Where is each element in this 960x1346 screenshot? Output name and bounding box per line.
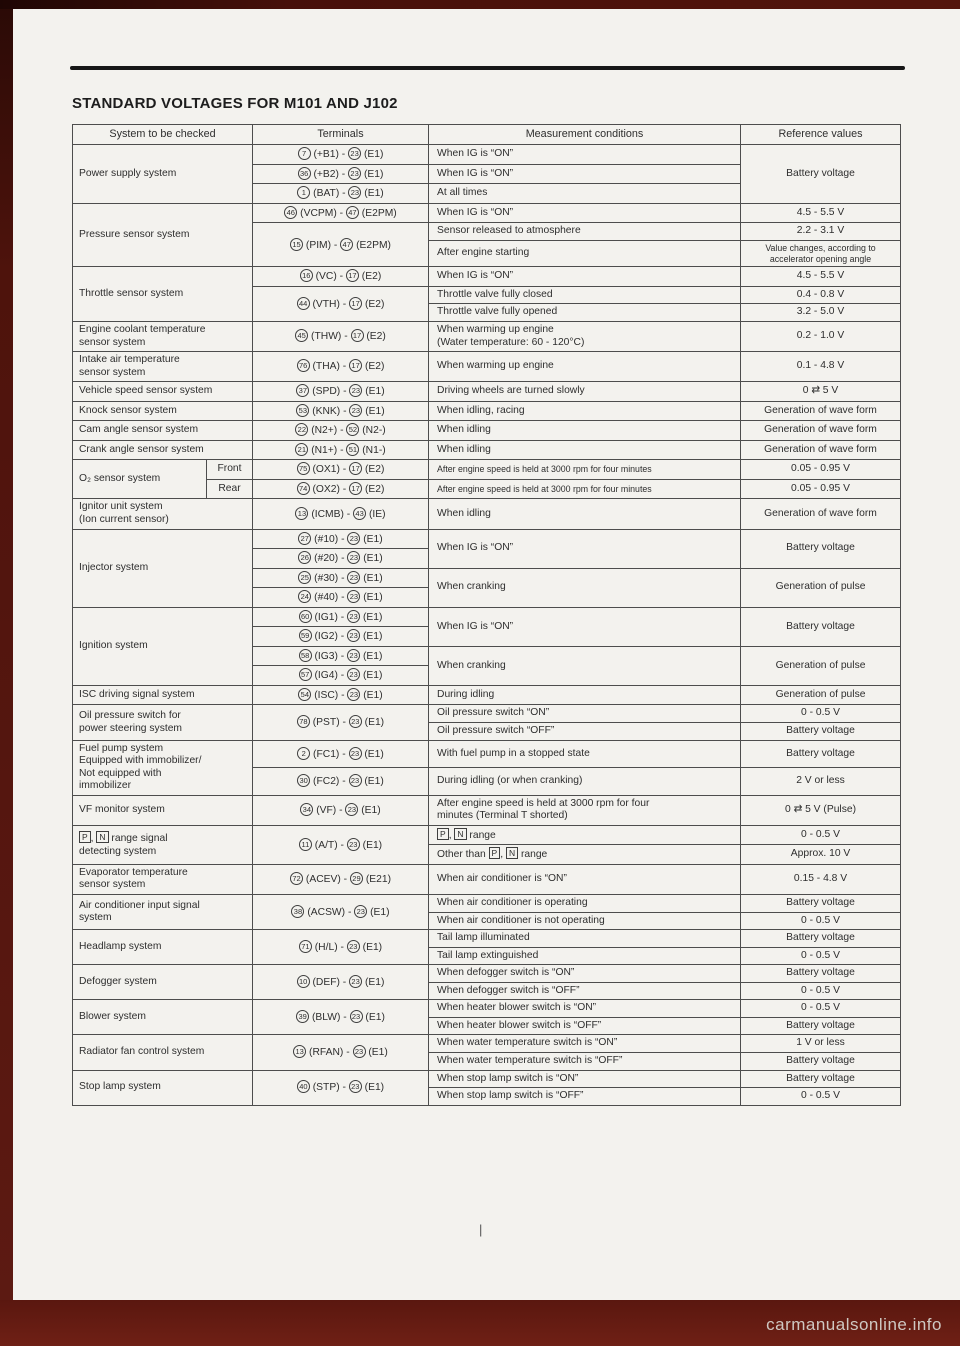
table-cell-term: 53 (KNK) - 23 (E1)	[253, 401, 429, 421]
table-cell-ref: Generation of wave form	[741, 440, 901, 460]
table-row	[73, 965, 901, 983]
table-row	[73, 499, 901, 529]
terminal-number-icon: 71	[299, 940, 312, 953]
binding-strip-left	[0, 0, 13, 1346]
table-cell-ref: 0 - 0.5 V	[741, 912, 901, 930]
terminal-number-icon: 47	[340, 238, 353, 251]
table-cell-ref: Battery voltage	[741, 740, 901, 768]
table-cell-term: 15 (PIM) - 47 (E2PM)	[253, 223, 429, 267]
table-cell-ref: Generation of pulse	[741, 646, 901, 685]
terminal-number-icon: 23	[348, 147, 361, 160]
table-cell-cond: When warming up engine (Water temperature: 60 - 120°C)	[429, 321, 741, 351]
table-cell-ref: 3.2 - 5.0 V	[741, 304, 901, 322]
table-row	[73, 685, 901, 705]
table-row	[73, 607, 901, 627]
table-cell-sys: Knock sensor system	[73, 401, 253, 421]
terminal-number-icon: 7	[298, 147, 311, 160]
table-cell-sys: P , N range signal detecting system	[73, 825, 253, 864]
table-cell-term: 34 (VF) - 23 (E1)	[253, 795, 429, 825]
table-cell-cond: When IG is “ON”	[429, 145, 741, 165]
table-cell-term: 13 (ICMB) - 43 (IE)	[253, 499, 429, 529]
terminal-number-icon: 26	[298, 551, 311, 564]
table-cell-term: 21 (N1+) - 51 (N1-)	[253, 440, 429, 460]
table-cell-ref: 0 - 0.5 V	[741, 1088, 901, 1106]
table-cell-ref: Generation of wave form	[741, 421, 901, 441]
terminal-number-icon: 23	[347, 668, 360, 681]
table-cell-term: 40 (STP) - 23 (E1)	[253, 1070, 429, 1105]
table-cell-ref: Generation of wave form	[741, 499, 901, 529]
table-cell-cond: When heater blower switch is “ON”	[429, 1000, 741, 1018]
table-cell-cond: When idling	[429, 421, 741, 441]
table-cell-ref: 2 V or less	[741, 768, 901, 796]
table-cell-ref: Battery voltage	[741, 930, 901, 948]
table-cell-ref: Generation of pulse	[741, 568, 901, 607]
terminal-number-icon: 23	[349, 715, 362, 728]
table-cell-term: 38 (ACSW) - 23 (E1)	[253, 895, 429, 930]
table-cell-ref: 0.2 - 1.0 V	[741, 321, 901, 351]
table-cell-cond: When IG is “ON”	[429, 203, 741, 223]
table-cell-sys: O₂ sensor system	[73, 460, 207, 499]
terminal-number-icon: 75	[297, 462, 310, 475]
table-cell-ref: 0.4 - 0.8 V	[741, 286, 901, 304]
table-cell-term: 11 (A/T) - 23 (E1)	[253, 825, 429, 864]
table-cell-term: 60 (IG1) - 23 (E1)	[253, 607, 429, 627]
terminal-number-icon: 23	[347, 649, 360, 662]
terminal-number-icon: 1	[297, 186, 310, 199]
terminal-number-icon: 57	[299, 668, 312, 681]
terminal-number-icon: 23	[353, 1045, 366, 1058]
terminal-number-icon: 23	[354, 905, 367, 918]
table-cell-term: 78 (PST) - 23 (E1)	[253, 705, 429, 740]
table-row	[73, 1035, 901, 1053]
terminal-number-icon: 23	[349, 404, 362, 417]
terminal-number-icon: 58	[299, 649, 312, 662]
table-cell-term: 71 (H/L) - 23 (E1)	[253, 930, 429, 965]
table-cell-term: 45 (THW) - 17 (E2)	[253, 321, 429, 351]
terminal-number-icon: 52	[346, 423, 359, 436]
terminal-number-icon: 78	[297, 715, 310, 728]
table-cell-ref: 0 - 0.5 V	[741, 825, 901, 845]
table-cell-term: 37 (SPD) - 23 (E1)	[253, 382, 429, 402]
table-cell-ref: 0 - 0.5 V	[741, 1000, 901, 1018]
table-cell-ref: Battery voltage	[741, 1017, 901, 1035]
table-cell-cond: Oil pressure switch “ON”	[429, 705, 741, 723]
shift-range-letter-icon: N	[96, 831, 108, 843]
table-cell-cond: When air conditioner is “ON”	[429, 864, 741, 894]
table-cell-sys: Air conditioner input signal system	[73, 895, 253, 930]
table-cell-ref: Value changes, according to accelerator opening angle	[741, 240, 901, 266]
shift-range-letter-icon: P	[489, 847, 501, 859]
table-cell-sys: Power supply system	[73, 145, 253, 204]
table-cell-ref: Battery voltage	[741, 895, 901, 913]
terminal-number-icon: 51	[346, 443, 359, 456]
terminal-number-icon: 43	[353, 507, 366, 520]
table-row	[73, 421, 901, 441]
table-cell-cond: After engine speed is held at 3000 rpm for four minutes	[429, 479, 741, 499]
table-cell-term: 74 (OX2) - 17 (E2)	[253, 479, 429, 499]
terminal-number-icon: 23	[347, 838, 360, 851]
binding-strip-top	[0, 0, 960, 9]
table-cell-ref: Generation of wave form	[741, 401, 901, 421]
table-cell-cond: After engine speed is held at 3000 rpm for four minutes	[429, 460, 741, 480]
table-cell-sys: ISC driving signal system	[73, 685, 253, 705]
table-row	[73, 529, 901, 549]
terminal-number-icon: 47	[346, 206, 359, 219]
table-cell-ref: 0.1 - 4.8 V	[741, 352, 901, 382]
column-header: System to be checked	[73, 125, 253, 145]
table-cell-cond: When idling, racing	[429, 401, 741, 421]
table-row	[73, 460, 901, 480]
terminal-number-icon: 23	[348, 167, 361, 180]
terminal-number-icon: 23	[349, 975, 362, 988]
terminal-number-icon: 24	[298, 590, 311, 603]
voltage-table	[72, 124, 901, 1106]
terminal-number-icon: 54	[298, 688, 311, 701]
page-number-mark: |	[479, 1222, 483, 1237]
table-row	[73, 740, 901, 768]
table-row	[73, 1070, 901, 1088]
table-cell-term: 72 (ACEV) - 29 (E21)	[253, 864, 429, 894]
terminal-number-icon: 17	[349, 297, 362, 310]
page-title: STANDARD VOLTAGES FOR M101 AND J102	[72, 95, 398, 112]
shift-range-letter-icon: P	[437, 828, 449, 840]
terminal-number-icon: 17	[349, 482, 362, 495]
table-cell-term: 30 (FC2) - 23 (E1)	[253, 768, 429, 796]
table-cell-term: 25 (#30) - 23 (E1)	[253, 568, 429, 588]
table-cell-ref: 2.2 - 3.1 V	[741, 223, 901, 241]
table-cell-term: 36 (+B2) - 23 (E1)	[253, 164, 429, 184]
table-cell-sys: Pressure sensor system	[73, 203, 253, 267]
table-cell-cond: After engine speed is held at 3000 rpm for four minutes (Terminal T shorted)	[429, 795, 741, 825]
table-cell-cond: When IG is “ON”	[429, 267, 741, 287]
table-cell-term: 27 (#10) - 23 (E1)	[253, 529, 429, 549]
voltage-table-wrap	[72, 124, 900, 1106]
terminal-number-icon: 23	[348, 186, 361, 199]
table-row	[73, 930, 901, 948]
table-cell-cond: When air conditioner is not operating	[429, 912, 741, 930]
table-cell-sys: Engine coolant temperature sensor system	[73, 321, 253, 351]
terminal-number-icon: 16	[300, 269, 313, 282]
table-cell-term: 7 (+B1) - 23 (E1)	[253, 145, 429, 165]
table-row	[73, 440, 901, 460]
terminal-number-icon: 21	[295, 443, 308, 456]
table-cell-sub: Front	[207, 460, 253, 480]
table-cell-ref: Battery voltage	[741, 965, 901, 983]
table-cell-cond: When water temperature switch is “OFF”	[429, 1052, 741, 1070]
terminal-number-icon: 27	[298, 532, 311, 545]
table-cell-ref: 1 V or less	[741, 1035, 901, 1053]
terminal-number-icon: 17	[349, 359, 362, 372]
shift-range-letter-icon: N	[454, 828, 466, 840]
terminal-number-icon: 23	[349, 384, 362, 397]
terminal-number-icon: 17	[349, 462, 362, 475]
table-cell-cond: During idling	[429, 685, 741, 705]
terminal-number-icon: 23	[345, 803, 358, 816]
terminal-number-icon: 38	[291, 905, 304, 918]
table-cell-sys: VF monitor system	[73, 795, 253, 825]
table-cell-cond: At all times	[429, 184, 741, 204]
table-cell-cond: Throttle valve fully opened	[429, 304, 741, 322]
table-cell-cond: When warming up engine	[429, 352, 741, 382]
table-cell-ref: 0 ⇄ 5 V (Pulse)	[741, 795, 901, 825]
table-cell-ref: Battery voltage	[741, 145, 901, 204]
terminal-number-icon: 46	[284, 206, 297, 219]
table-row	[73, 352, 901, 382]
table-row	[73, 825, 901, 845]
terminal-number-icon: 45	[295, 329, 308, 342]
table-cell-cond: When water temperature switch is “ON”	[429, 1035, 741, 1053]
terminal-number-icon: 23	[347, 532, 360, 545]
table-cell-sys: Defogger system	[73, 965, 253, 1000]
terminal-number-icon: 23	[349, 774, 362, 787]
table-cell-term: 10 (DEF) - 23 (E1)	[253, 965, 429, 1000]
terminal-number-icon: 34	[300, 803, 313, 816]
table-cell-cond: When defogger switch is “OFF”	[429, 982, 741, 1000]
table-cell-cond: When stop lamp switch is “OFF”	[429, 1088, 741, 1106]
table-row	[73, 321, 901, 351]
terminal-number-icon: 29	[350, 872, 363, 885]
terminal-number-icon: 11	[299, 838, 312, 851]
table-cell-ref: Generation of pulse	[741, 685, 901, 705]
table-cell-ref: Battery voltage	[741, 1070, 901, 1088]
table-cell-cond: Tail lamp illuminated	[429, 930, 741, 948]
table-cell-ref: 4.5 - 5.5 V	[741, 203, 901, 223]
table-cell-sys: Intake air temperature sensor system	[73, 352, 253, 382]
table-cell-term: 75 (OX1) - 17 (E2)	[253, 460, 429, 480]
table-cell-sys: Fuel pump system Equipped with immobilizer/ Not equipped with immobilizer	[73, 740, 253, 795]
table-cell-cond: With fuel pump in a stopped state	[429, 740, 741, 768]
table-cell-ref: 0 - 0.5 V	[741, 947, 901, 965]
table-cell-term: 46 (VCPM) - 47 (E2PM)	[253, 203, 429, 223]
table-cell-cond: When idling	[429, 440, 741, 460]
table-cell-sub: Rear	[207, 479, 253, 499]
table-header-row	[73, 125, 901, 145]
table-cell-term: 2 (FC1) - 23 (E1)	[253, 740, 429, 768]
table-cell-cond: When IG is “ON”	[429, 164, 741, 184]
table-cell-sys: Headlamp system	[73, 930, 253, 965]
table-cell-term: 1 (BAT) - 23 (E1)	[253, 184, 429, 204]
table-cell-sys: Crank angle sensor system	[73, 440, 253, 460]
table-cell-term: 13 (RFAN) - 23 (E1)	[253, 1035, 429, 1070]
terminal-number-icon: 60	[299, 610, 312, 623]
table-cell-cond: After engine starting	[429, 240, 741, 266]
table-cell-sys: Injector system	[73, 529, 253, 607]
table-cell-cond: Driving wheels are turned slowly	[429, 382, 741, 402]
terminal-number-icon: 23	[347, 551, 360, 564]
column-header: Terminals	[253, 125, 429, 145]
table-row	[73, 864, 901, 894]
terminal-number-icon: 25	[298, 571, 311, 584]
table-cell-sys: Stop lamp system	[73, 1070, 253, 1105]
terminal-number-icon: 23	[347, 590, 360, 603]
table-row	[73, 895, 901, 913]
table-row	[73, 203, 901, 223]
table-cell-term: 58 (IG3) - 23 (E1)	[253, 646, 429, 666]
table-cell-ref: Battery voltage	[741, 1052, 901, 1070]
table-cell-term: 24 (#40) - 23 (E1)	[253, 588, 429, 608]
terminal-number-icon: 30	[297, 774, 310, 787]
table-cell-term: 57 (IG4) - 23 (E1)	[253, 666, 429, 686]
terminal-number-icon: 23	[347, 571, 360, 584]
table-cell-cond: When idling	[429, 499, 741, 529]
terminal-number-icon: 17	[351, 329, 364, 342]
table-cell-ref: 0.05 - 0.95 V	[741, 479, 901, 499]
column-header: Reference values	[741, 125, 901, 145]
terminal-number-icon: 23	[349, 1080, 362, 1093]
terminal-number-icon: 22	[295, 423, 308, 436]
table-cell-sys: Ignition system	[73, 607, 253, 685]
terminal-number-icon: 74	[297, 482, 310, 495]
table-row	[73, 401, 901, 421]
terminal-number-icon: 23	[349, 747, 362, 760]
table-cell-cond: P , N range	[429, 825, 741, 845]
terminal-number-icon: 17	[346, 269, 359, 282]
terminal-number-icon: 39	[296, 1010, 309, 1023]
table-cell-sys: Throttle sensor system	[73, 267, 253, 322]
terminal-number-icon: 59	[299, 629, 312, 642]
table-cell-cond: During idling (or when cranking)	[429, 768, 741, 796]
table-cell-ref: 0.15 - 4.8 V	[741, 864, 901, 894]
table-cell-sys: Cam angle sensor system	[73, 421, 253, 441]
table-cell-ref: Approx. 10 V	[741, 845, 901, 865]
table-cell-cond: When cranking	[429, 568, 741, 607]
watermark: carmanualsonline.info	[766, 1315, 942, 1334]
table-cell-cond: When IG is “ON”	[429, 529, 741, 568]
terminal-number-icon: 76	[297, 359, 310, 372]
terminal-number-icon: 2	[297, 747, 310, 760]
terminal-number-icon: 44	[297, 297, 310, 310]
terminal-number-icon: 23	[350, 1010, 363, 1023]
table-cell-term: 26 (#20) - 23 (E1)	[253, 549, 429, 569]
table-cell-sys: Radiator fan control system	[73, 1035, 253, 1070]
terminal-number-icon: 23	[347, 610, 360, 623]
table-row	[73, 705, 901, 723]
table-cell-cond: When stop lamp switch is “ON”	[429, 1070, 741, 1088]
table-row	[73, 145, 901, 165]
top-rule	[70, 66, 905, 70]
table-cell-cond: When IG is “ON”	[429, 607, 741, 646]
table-cell-cond: When heater blower switch is “OFF”	[429, 1017, 741, 1035]
terminal-number-icon: 23	[347, 940, 360, 953]
table-cell-term: 16 (VC) - 17 (E2)	[253, 267, 429, 287]
terminal-number-icon: 23	[347, 688, 360, 701]
table-cell-ref: 4.5 - 5.5 V	[741, 267, 901, 287]
terminal-number-icon: 13	[295, 507, 308, 520]
table-cell-ref: 0 - 0.5 V	[741, 982, 901, 1000]
table-cell-cond: Oil pressure switch “OFF”	[429, 723, 741, 741]
table-cell-sys: Vehicle speed sensor system	[73, 382, 253, 402]
terminal-number-icon: 36	[298, 167, 311, 180]
terminal-number-icon: 40	[297, 1080, 310, 1093]
table-cell-ref: Battery voltage	[741, 723, 901, 741]
shift-range-letter-icon: N	[506, 847, 518, 859]
table-cell-term: 59 (IG2) - 23 (E1)	[253, 627, 429, 647]
table-cell-cond: Other than P , N range	[429, 845, 741, 865]
terminal-number-icon: 15	[290, 238, 303, 251]
table-cell-cond: Sensor released to atmosphere	[429, 223, 741, 241]
table-cell-cond: When air conditioner is operating	[429, 895, 741, 913]
table-cell-term: 44 (VTH) - 17 (E2)	[253, 286, 429, 321]
table-cell-term: 54 (ISC) - 23 (E1)	[253, 685, 429, 705]
table-cell-term: 22 (N2+) - 52 (N2-)	[253, 421, 429, 441]
table-cell-ref: 0 - 0.5 V	[741, 705, 901, 723]
shift-range-letter-icon: P	[79, 831, 91, 843]
table-row	[73, 795, 901, 825]
table-cell-cond: When cranking	[429, 646, 741, 685]
table-cell-cond: Throttle valve fully closed	[429, 286, 741, 304]
table-cell-ref: 0 ⇄ 5 V	[741, 382, 901, 402]
table-cell-sys: Evaporator temperature sensor system	[73, 864, 253, 894]
table-cell-ref: 0.05 - 0.95 V	[741, 460, 901, 480]
terminal-number-icon: 13	[293, 1045, 306, 1058]
terminal-number-icon: 23	[347, 629, 360, 642]
table-cell-ref: Battery voltage	[741, 529, 901, 568]
table-cell-sys: Ignitor unit system (Ion current sensor)	[73, 499, 253, 529]
table-cell-term: 76 (THA) - 17 (E2)	[253, 352, 429, 382]
table-cell-ref: Battery voltage	[741, 607, 901, 646]
terminal-number-icon: 53	[296, 404, 309, 417]
table-row	[73, 1000, 901, 1018]
table-cell-sys: Blower system	[73, 1000, 253, 1035]
table-cell-term: 39 (BLW) - 23 (E1)	[253, 1000, 429, 1035]
table-row	[73, 267, 901, 287]
table-cell-cond: When defogger switch is “ON”	[429, 965, 741, 983]
terminal-number-icon: 37	[296, 384, 309, 397]
table-row	[73, 382, 901, 402]
table-cell-sys: Oil pressure switch for power steering system	[73, 705, 253, 740]
column-header: Measurement conditions	[429, 125, 741, 145]
terminal-number-icon: 10	[297, 975, 310, 988]
terminal-number-icon: 72	[290, 872, 303, 885]
table-cell-cond: Tail lamp extinguished	[429, 947, 741, 965]
